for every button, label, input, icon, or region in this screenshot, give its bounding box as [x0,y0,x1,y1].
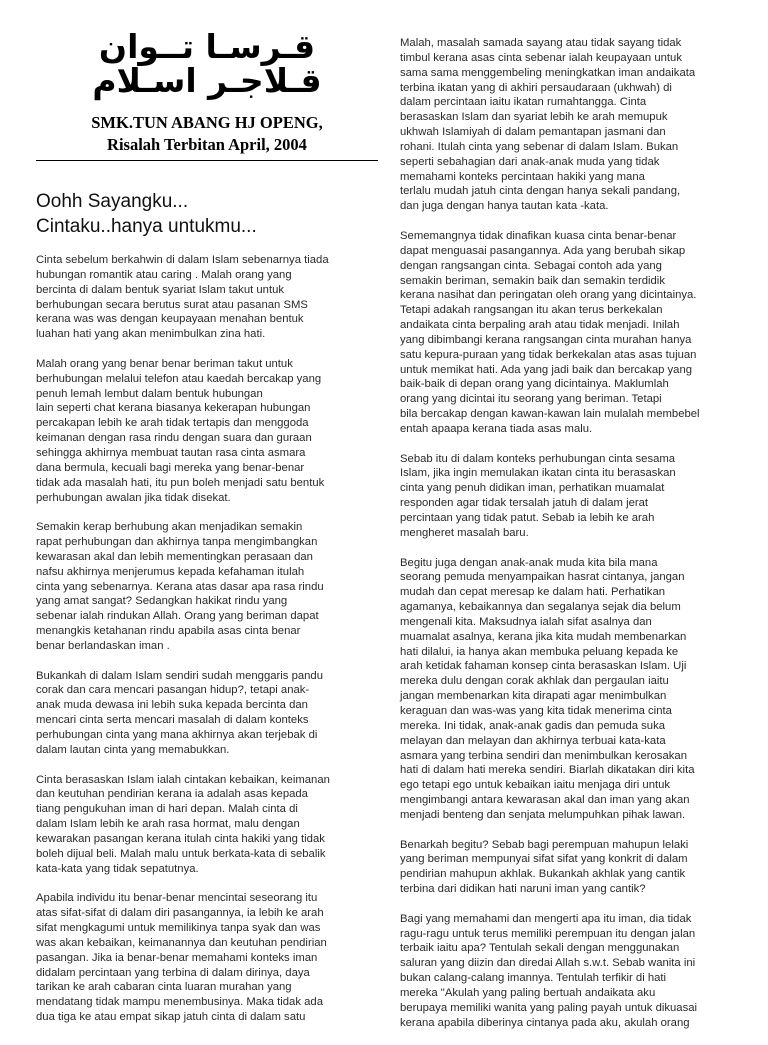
paragraph: Bagi yang memahami dan mengerti apa itu iman, dia tidak ragu-ragu untuk terus memiliki perempuan itu dengan jalan terbaik iaitu apa? Tentulah sekali dengan menggunakan saluran yang diizin dan diredai Allah s.w.t. Sebab wanita ini bukan calang-calang imannya. Tentulah terfikir di hati mereka "Akulah yang paling bertuah andaikata aku berupaya memiliki wanita yang paling payah untuk dikuasai kerana apabila diberinya cintanya pada aku, akulah orang [400,912,698,1029]
paragraph: Benarkah begitu? Sebab bagi perempuan mahupun lelaki yang beriman mempunyai sifat sifat yang konkrit di dalam pendirian mahupun akhlak. Bukankah akhlak yang cantik terbina dari didikan hati naruni iman yang cantik? [400,838,689,896]
school-name: SMK.TUN ABANG HJ OPENG, [91,113,323,132]
paragraph: Cinta berasaskan Islam ialah cintakan kebaikan, keimanan dan keutuhan pendirian kerana ia adalah asas kepada tiang pengukuhan iman di hari depan. Malah cinta di dalam Islam lebih ke arah rasa hormat, malu dengan kewarakan pasangan kerana itulah cinta hakiki yang tidak boleh dijual beli. Malah malu untuk berkata-kata di sebalik kata-kata yang tidak sepatutnya. [36,773,330,875]
left-column [36,27,378,1040]
paragraph: Semakin kerap berhubung akan menjadikan semakin rapat perhubungan dan akhirnya tanpa mengimbangkan kewarasan akal dan lebih mementingkan perasaan dan nafsu akhirnya menjerumus kepada kefahaman itulah cinta yang sebenarnya. Kerana atas dasar apa rasa rindu yang amat sangat? Sedangkan hakikat rindu yang sebenar ialah rindukan Allah. Orang yang beriman dapat menangkis ketahanan rindu apabila asas cinta benar benar berlandaskan iman . [36,521,324,652]
paragraph: Malah, masalah samada sayang atau tidak sayang tidak timbul kerana asas cinta sebenar ialah keupayaan untuk sama sama menggembeling meningkatkan iman andaikata terbina ikatan yang di akhiri persaudaraan (ukhwah) di dalam percintaan iaitu ikatan rumahtangga. Cinta berasaskan Islam dan syariat lebih ke arah memupuk ukhwah Islamiyah di dalam pemantapan jasmani dan rohani. Itulah cinta yang sebenar di dalam Islam. Bukan seperti sebahagian dari anak-anak muda yang tidak memahami konteks percintaan hakiki yang mana terlalu mudah jatuh cinta dengan hanya sekali pandang, dan juga dengan hanya tautan kata -kata. [400,37,696,213]
paragraph: Bukankah di dalam Islam sendiri sudah menggaris pandu corak dan cara mencari pasangan hidup?, tetapi anak- anak muda dewasa ini lebih suka kepada bercinta dan mencari cinta serta mencari masalah di dalam konteks perhubungan cinta yang mana akhirnya akan terjebak di dalam lautan cinta yang memabukkan. [36,669,323,756]
right-column [400,36,742,1045]
jawi-title-line-1: قـرسـا تــوان [98,27,316,66]
header-divider [36,160,378,161]
paragraph: Apabila individu itu benar-benar mencintai seseorang itu atas sifat-sifat di dalam diri pasangannya, ia lebih ke arah sifat mengkagumi untuk memilikinya tanpa syak dan was was akan kebaikan, keimanannya dan keutuhan pendirian pasangan. Jika ia benar-benar memahami konteks iman didalam percintaan yang terbina di dalam dirinya, daya tarikan ke arah cabaran cinta luaran murahan yang mendatang tidak mampu menembusinya. Maka tidak ada dua tiga ke atau empat sikap jatuh cinta di dalam satu [36,892,327,1024]
jawi-title-line-2: قـلاجـر اسـلام [92,61,322,100]
left-body [36,253,378,1025]
paragraph: Begitu juga dengan anak-anak muda kita bila mana seorang pemuda menyampaikan hasrat cintanya, jangan mudah dan cepat meresap ke dalam hati. Perhatikan agamanya, kebaikannya dan segalanya sejak dia belum mengenali kita. Maksudnya ialah sifat asalnya dan muamalat asalnya, kerana jika kita mudah membenarkan hati dilalui, ia hanya akan membuka peluang kepada ke arah ketidak fahaman konsep cinta berasaskan Islam. Uji mereka dulu dengan corak akhlak dan pergaulan iaitu jangan membenarkan kita dirapati agar menimbulkan keraguan dan was-was yang kita tidak menerima cinta mereka. Ini tidak, anak-anak gadis dan pemuda suka melayan dan melayan dan akhirnya terbuai kata-kata asmara yang terbina sendiri dan menimbulkan kerosakan hati di dalam hati mereka sendiri. Biarlah dikatakan diri kita ego tetapi ego untuk kebaikan iaitu menjaga diri untuk mengimbangi antara kewarasan akal dan iman yang akan menjadi benteng dan senjata melumpuhkan pihak lawan. [400,556,695,821]
paragraph: Malah orang yang benar benar beriman takut untuk berhubungan melalui telefon atau kaedah bercakap yang penuh lemah lembut dalam bentuk hubungan lain seperti chat kerana biasanya kekerapan hubungan percakapan lebih ke arah tidak tertapis dan menggoda keimanan dengan rasa rindu dengan suara dan guraan sehingga akhirnya membuat tautan rasa cinta asmara dana bermula, kecuali bagi mereka yang benar-benar tidak ada masalah hati, itu pun boleh menjadi satu bentuk perhubungan awalan jika tidak disekat. [36,357,325,504]
paragraph: Sebab itu di dalam konteks perhubungan cinta sesama Islam, jika ingin memulakan ikatan cinta itu berasaskan cinta yang penuh didikan iman, perhatikan muamalat responden agar tidak tersalah jatuh di dalam jerat percintaan yang tidak patut. Sebab ia lebih ke arah mengheret masalah baru. [400,452,676,539]
article-title-line-1: Oohh Sayangku... [36,191,189,212]
publication-date: Risalah Terbitan April, 2004 [107,135,307,154]
article-title-line-2: Cintaku..hanya untukmu... [36,216,257,237]
paragraph: Cinta sebelum berkahwin di dalam Islam sebenarnya tiada hubungan romantik atau caring . Malah orang yang bercinta di dalam bentuk syariat Islam takut untuk berhubungan secara berutus surat atau pasanan SMS kerana was was dengan keupayaan menahan bentuk luahan hati yang akan menimbulkan zina hati. [36,254,329,341]
paragraph: Sememangnya tidak dinafikan kuasa cinta benar-benar dapat menguasai pasangannya. Ada yang berubah sikap dengan rangsangan cinta. Sebagai contoh ada yang semakin beriman, semakin baik dan semakin terdidik kerana nasihat dan peringatan oleh orang yang dicintainya. Tetapi adakah rangsangan itu akan terus berkekalan andaikata cinta berpaling arah atau tidak menjadi. Inilah yang dibimbangi kerana rangsangan cinta murahan hanya satu kepura-puraan yang tidak berkekalan atas asas tujuan untuk memikat hati. Ada yang jadi baik dan bercakap yang baik-baik di depan orang yang dicintainya. Maklumlah orang yang dicintai itu seorang yang beriman. Tetapi bila bercakap dengan kawan-kawan lain mulalah membebel entah apaapa kerana tiada asas malu. [400,229,700,435]
article-title [36,189,378,239]
